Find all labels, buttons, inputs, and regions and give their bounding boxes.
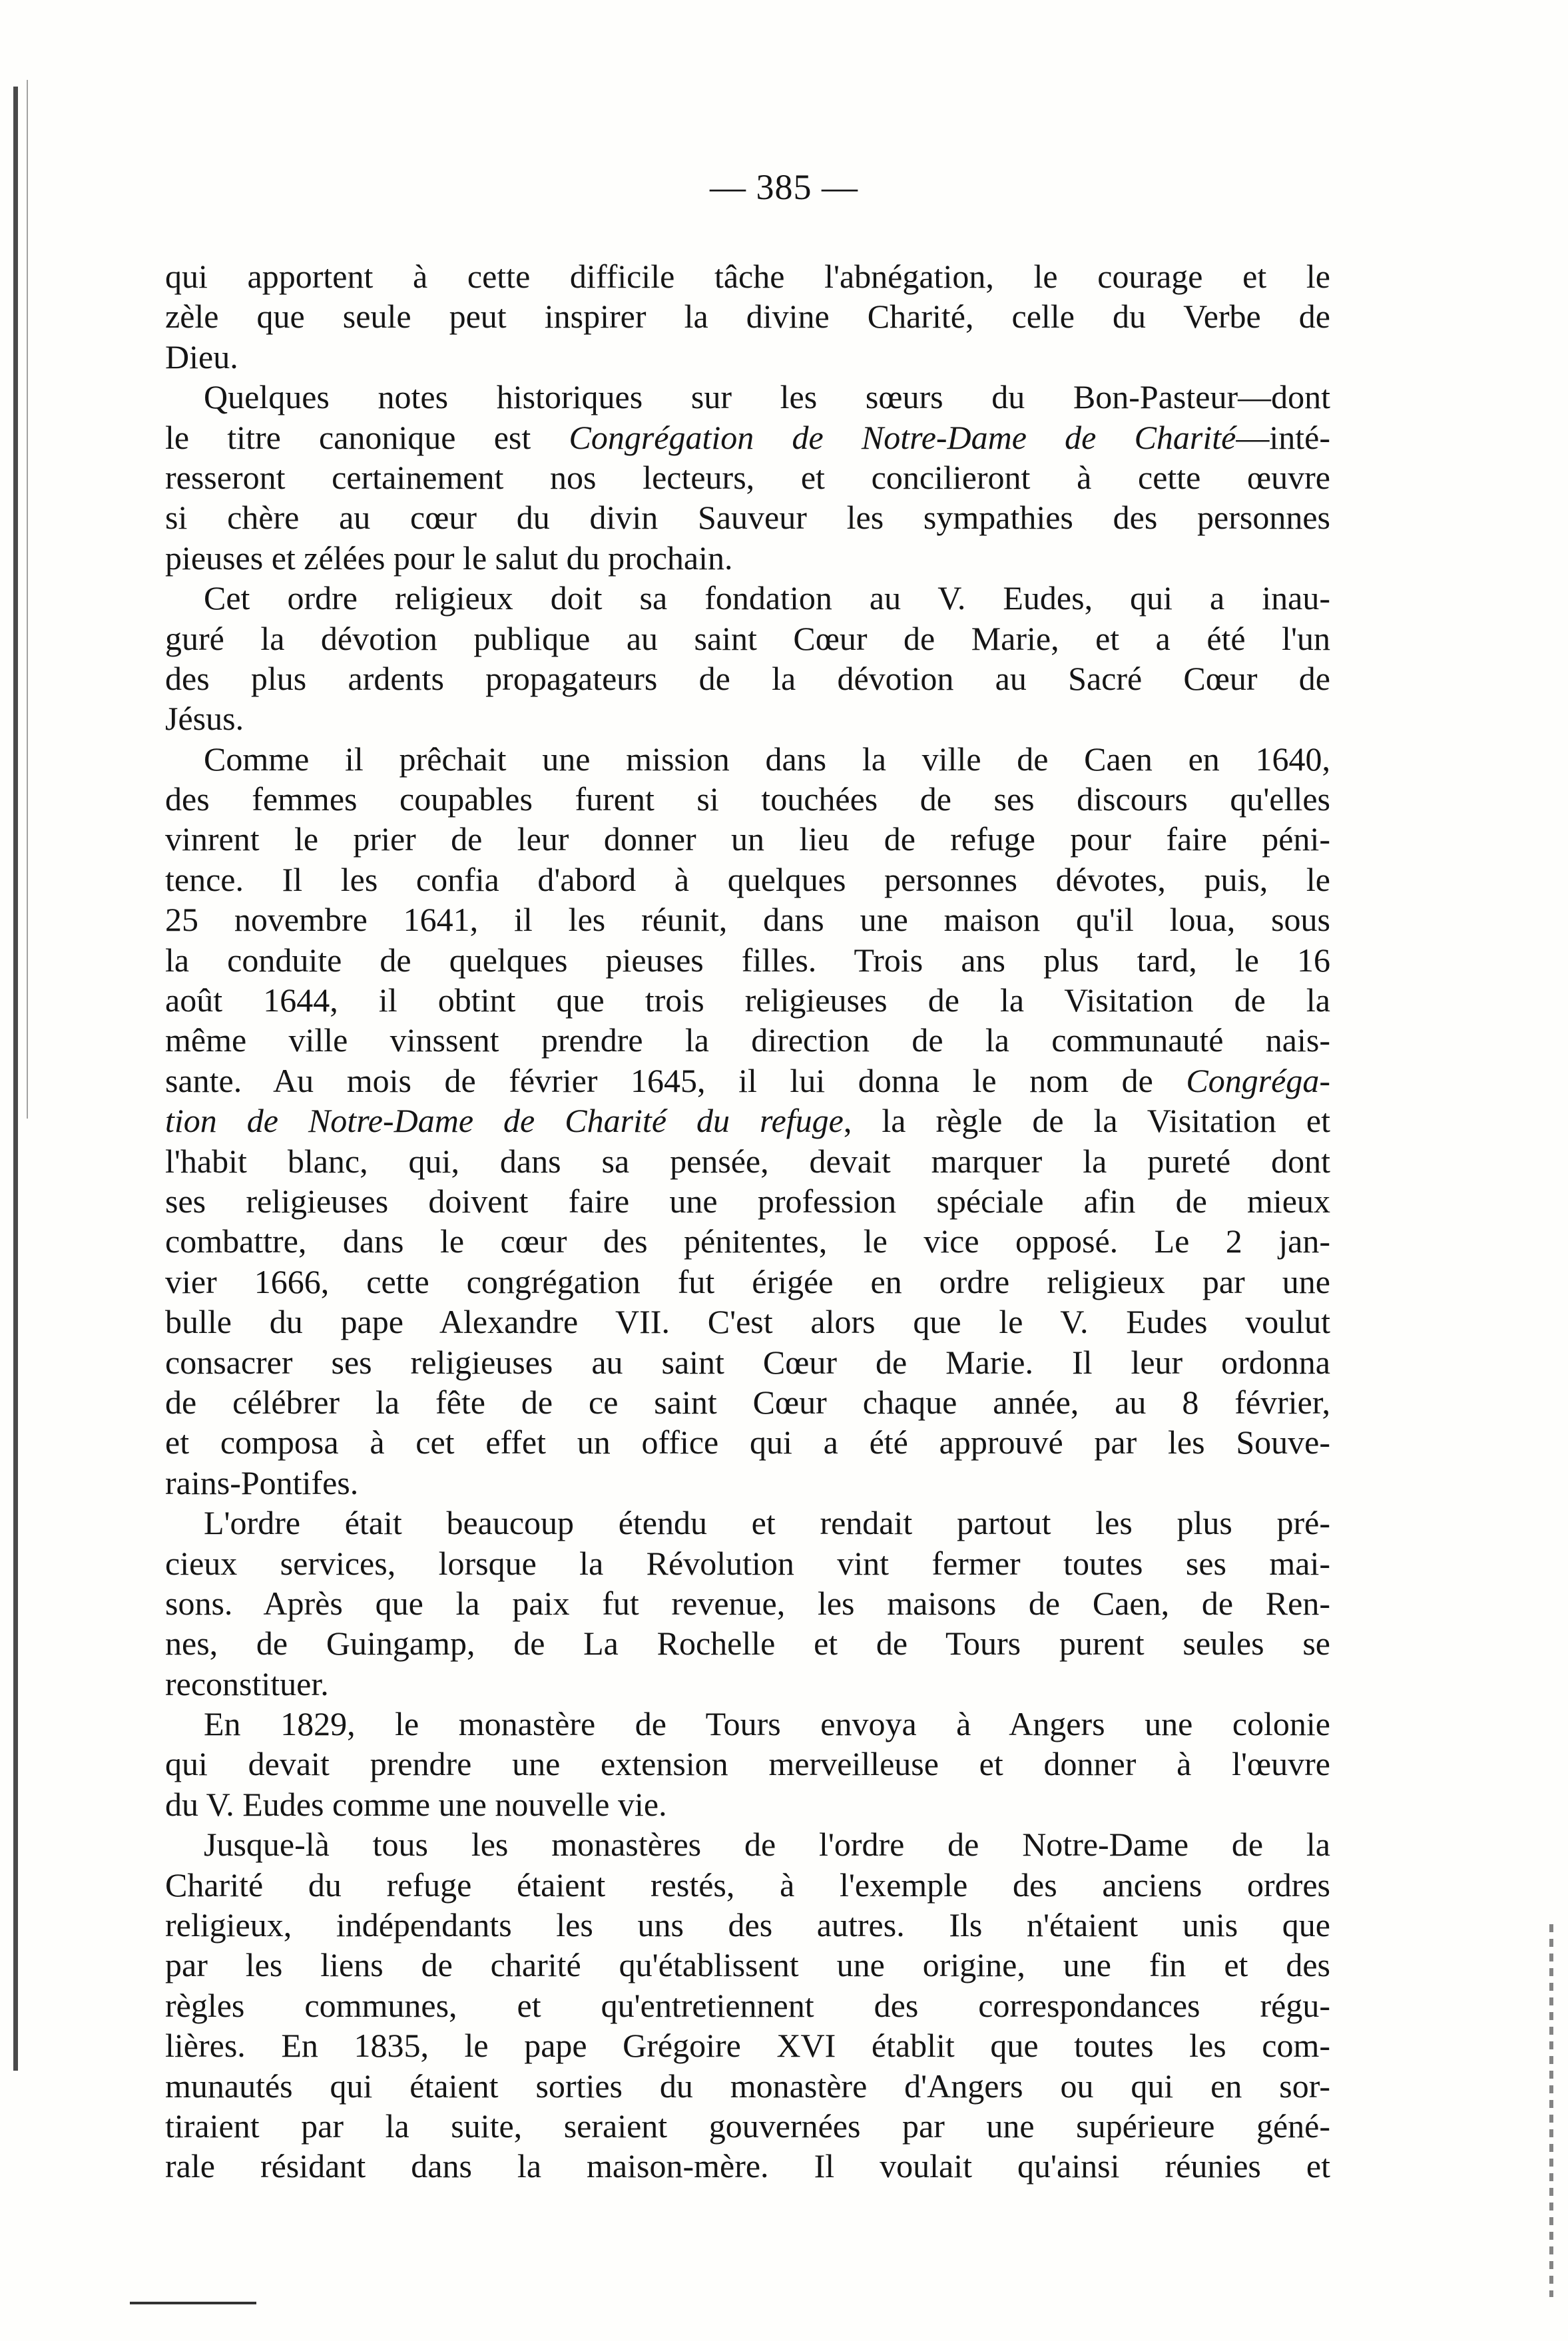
text-line-segment: —inté- — [1236, 418, 1330, 456]
body-text — [165, 256, 1330, 2187]
text-line: cieux services, lorsque la Révolution vint fermer toutes ses mai- — [165, 1544, 1330, 1582]
text-line: rains-Pontifes. — [165, 1463, 359, 1501]
text-line: rale résidant dans la maison-mère. Il voulait qu'ainsi réunies et — [165, 2147, 1330, 2185]
text-line: En 1829, le monastère de Tours envoya à Angers une colonie — [204, 1705, 1330, 1743]
text-line: L'ordre était beaucoup étendu et rendait partout les plus pré- — [204, 1504, 1330, 1542]
text-line: Cet ordre religieux doit sa fondation au V. Eudes, qui a inau- — [204, 579, 1330, 617]
text-line: Dieu. — [165, 338, 238, 376]
text-line: tence. Il les confia d'abord à quelques personnes dévotes, puis, le — [165, 860, 1330, 898]
text-line: nes, de Guingamp, de La Rochelle et de Tours purent seules se — [165, 1625, 1330, 1663]
text-line: guré la dévotion publique au saint Cœur de Marie, et a été l'un — [165, 619, 1330, 657]
text-line-segment: , la règle de la Visitation et — [843, 1102, 1330, 1140]
text-line-segment: le titre canonique est — [165, 418, 569, 456]
text-line: vinrent le prier de leur donner un lieu de refuge pour faire péni- — [165, 820, 1330, 858]
text-line: Jusque-là tous les monastères de l'ordre de Notre-Dame de la — [204, 1826, 1330, 1864]
text-line: l'habit blanc, qui, dans sa pensée, devait marquer la pureté dont — [165, 1142, 1330, 1180]
text-line: Comme il prêchait une mission dans la ville de Caen en 1640, — [204, 740, 1330, 778]
text-line: la conduite de quelques pieuses filles. Trois ans plus tard, le 16 — [165, 941, 1330, 979]
text-line: zèle que seule peut inspirer la divine Charité, celle du Verbe de — [165, 298, 1330, 336]
text-line — [165, 1061, 1330, 1101]
text-line: août 1644, il obtint que trois religieuses de la Visitation de la — [165, 981, 1330, 1019]
bottom-ink-mark — [130, 2302, 256, 2304]
italic-title: tion de Notre-Dame de Charité du refuge — [165, 1102, 844, 1140]
text-line: munautés qui étaient sorties du monastère d'Angers ou qui en sor- — [165, 2067, 1330, 2105]
italic-title: Congrégation de Notre-Dame de Charité — [569, 418, 1236, 456]
binding-edge-line — [27, 80, 28, 1119]
text-line: des femmes coupables furent si touchées de ses discours qu'elles — [165, 780, 1330, 818]
text-line: des plus ardents propagateurs de la dévotion au Sacré Cœur de — [165, 659, 1330, 697]
text-line: reconstituer. — [165, 1665, 329, 1702]
text-line: Quelques notes historiques sur les sœurs du Bon-Pasteur—dont — [204, 378, 1330, 416]
text-line: par les liens de charité qu'établissent une origine, une fin et des — [165, 1946, 1330, 1984]
text-line: qui apportent à cette difficile tâche l'abnégation, le courage et le — [165, 258, 1330, 295]
text-line: de célébrer la fête de ce saint Cœur chaque année, au 8 février, — [165, 1383, 1330, 1421]
text-line: ses religieuses doivent faire une profession spéciale afin de mieux — [165, 1182, 1330, 1220]
page-number: — 385 — — [710, 167, 858, 207]
text-line: tiraient par la suite, seraient gouvernées par une supérieure géné- — [165, 2107, 1330, 2145]
text-line: lières. En 1835, le pape Grégoire XVI établit que toutes les com- — [165, 2027, 1330, 2065]
text-line: bulle du pape Alexandre VII. C'est alors que le V. Eudes voulut — [165, 1303, 1330, 1341]
text-line: resseront certainement nos lecteurs, et concilieront à cette œuvre — [165, 458, 1330, 496]
text-line: 25 novembre 1641, il les réunit, dans une maison qu'il loua, sous — [165, 901, 1330, 939]
text-line: consacrer ses religieuses au saint Cœur de Marie. Il leur ordonna — [165, 1343, 1330, 1381]
right-edge-artifact — [1549, 1924, 1553, 2297]
text-line: pieuses et zélées pour le salut du prochain. — [165, 539, 733, 577]
text-line — [165, 1101, 1330, 1141]
text-line: religieux, indépendants les uns des autres. Ils n'étaient unis que — [165, 1906, 1330, 1944]
text-line: combattre, dans le cœur des pénitentes, le vice opposé. Le 2 jan- — [165, 1222, 1330, 1260]
text-line: et composa à cet effet un office qui a été approuvé par les Souve- — [165, 1424, 1330, 1461]
text-line: règles communes, et qu'entretiennent des correspondances régu- — [165, 1986, 1330, 2024]
text-line — [165, 417, 1330, 457]
text-line: Jésus. — [165, 700, 244, 738]
text-line: du V. Eudes comme une nouvelle vie. — [165, 1785, 667, 1823]
text-line: vier 1666, cette congrégation fut érigée en ordre religieux par une — [165, 1262, 1330, 1300]
text-line: sons. Après que la paix fut revenue, les maisons de Caen, de Ren- — [165, 1584, 1330, 1622]
italic-title: Congréga- — [1186, 1061, 1330, 1099]
text-line: si chère au cœur du divin Sauveur les sympathies des personnes — [165, 499, 1330, 537]
binding-edge-shadow — [13, 87, 18, 2071]
text-line-segment: sante. Au mois de février 1645, il lui donna le nom de — [165, 1061, 1186, 1099]
text-line: qui devait prendre une extension merveilleuse et donner à l'œuvre — [165, 1745, 1330, 1783]
text-line: Charité du refuge étaient restés, à l'exemple des anciens ordres — [165, 1866, 1330, 1904]
text-line: même ville vinssent prendre la direction de la communauté nais- — [165, 1021, 1330, 1059]
